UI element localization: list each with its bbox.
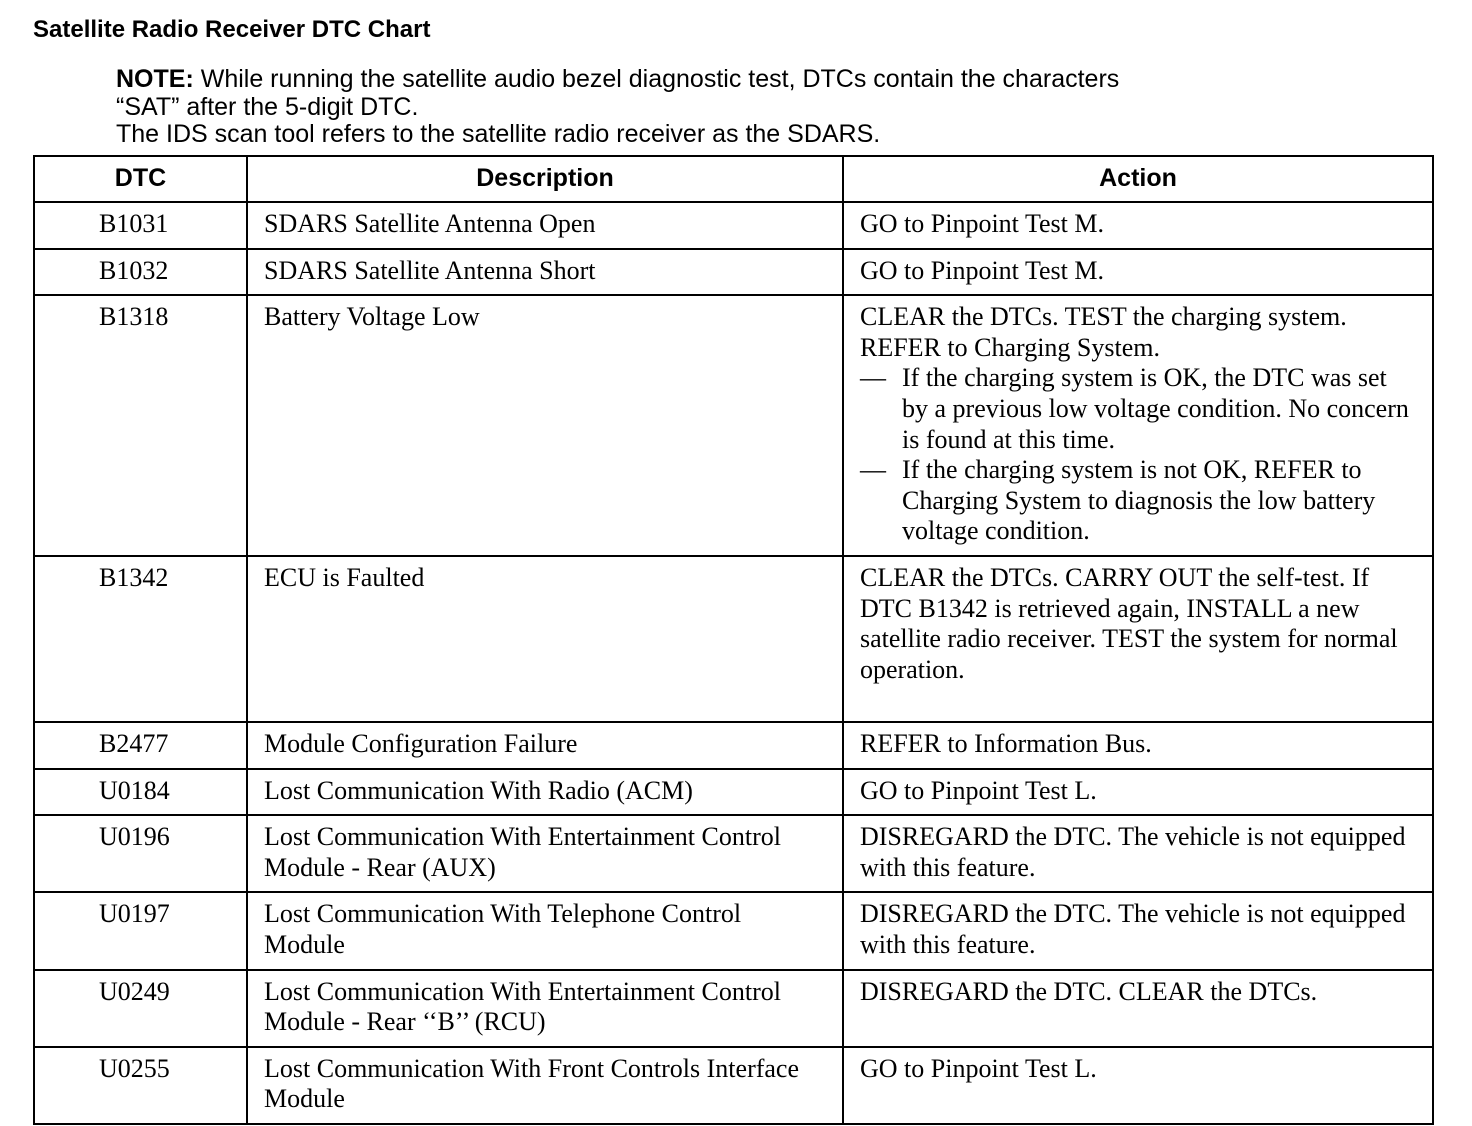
- action-bullet-text: If the charging system is OK, the DTC was set by a previous low voltage condition. No concern is found at this time.: [902, 363, 1409, 454]
- dtc-action: GO to Pinpoint Test M.: [843, 249, 1433, 296]
- dtc-table: [33, 155, 1434, 1125]
- dtc-description: Lost Communication With Radio (ACM): [247, 769, 843, 816]
- dtc-code: U0196: [34, 815, 247, 892]
- table-row: [34, 892, 1433, 969]
- dtc-description: Lost Communication With Telephone Control Module: [247, 892, 843, 969]
- dtc-action: GO to Pinpoint Test L.: [843, 769, 1433, 816]
- column-header-action: Action: [843, 156, 1433, 202]
- table-row: [34, 295, 1433, 556]
- table-row: [34, 556, 1433, 722]
- dtc-code: B1318: [34, 295, 247, 556]
- note-line-2: “SAT” after the 5-digit DTC.: [116, 92, 419, 121]
- dtc-action: DISREGARD the DTC. The vehicle is not equipped with this feature.: [843, 892, 1433, 969]
- dtc-code: B1342: [34, 556, 247, 722]
- note-block: [116, 66, 1119, 149]
- action-bullet-text: If the charging system is not OK, REFER to Charging System to diagnosis the low battery voltage condition.: [902, 455, 1376, 546]
- table-row: [34, 202, 1433, 249]
- note-line-3: The IDS scan tool refers to the satellite radio receiver as the SDARS.: [116, 120, 881, 148]
- note-line-1: [116, 66, 1119, 94]
- action-text: CLEAR the DTCs. TEST the charging system. REFER to Charging System.: [860, 302, 1347, 362]
- dtc-code: B1031: [34, 202, 247, 249]
- dtc-description: Lost Communication With Entertainment Control Module - Rear ‘‘B’’ (RCU): [247, 970, 843, 1047]
- dtc-code: U0184: [34, 769, 247, 816]
- dtc-description: ECU is Faulted: [247, 556, 843, 722]
- dtc-action: [843, 295, 1433, 556]
- dtc-description: Battery Voltage Low: [247, 295, 843, 556]
- action-bullet: [860, 363, 1418, 455]
- dtc-code: U0249: [34, 970, 247, 1047]
- dtc-description: SDARS Satellite Antenna Open: [247, 202, 843, 249]
- column-header-dtc: DTC: [34, 156, 247, 202]
- dtc-code: B1032: [34, 249, 247, 296]
- dash-icon: —: [860, 455, 886, 485]
- dtc-description: SDARS Satellite Antenna Short: [247, 249, 843, 296]
- page-title: Satellite Radio Receiver DTC Chart: [33, 16, 431, 43]
- table-row: [34, 815, 1433, 892]
- dtc-action: DISREGARD the DTC. The vehicle is not equipped with this feature.: [843, 815, 1433, 892]
- dtc-action: DISREGARD the DTC. CLEAR the DTCs.: [843, 970, 1433, 1047]
- dtc-code: U0197: [34, 892, 247, 969]
- table-row: [34, 769, 1433, 816]
- dtc-description: Lost Communication With Entertainment Control Module - Rear (AUX): [247, 815, 843, 892]
- table-row: [34, 249, 1433, 296]
- column-header-description: Description: [247, 156, 843, 202]
- dtc-action: GO to Pinpoint Test L.: [843, 1047, 1433, 1124]
- note-label: NOTE:: [116, 65, 194, 93]
- dtc-action: CLEAR the DTCs. CARRY OUT the self-test. If DTC B1342 is retrieved again, INSTALL a new satellite radio receiver. TEST the system for normal operation.: [843, 556, 1433, 722]
- table-header-row: [34, 156, 1433, 202]
- dtc-action: REFER to Information Bus.: [843, 722, 1433, 769]
- note-text-1: While running the satellite audio bezel diagnostic test, DTCs contain the characters: [193, 65, 1120, 93]
- table-row: [34, 970, 1433, 1047]
- dtc-action: GO to Pinpoint Test M.: [843, 202, 1433, 249]
- dtc-description: Module Configuration Failure: [247, 722, 843, 769]
- action-bullet: [860, 455, 1418, 547]
- dtc-code: U0255: [34, 1047, 247, 1124]
- dtc-description: Lost Communication With Front Controls Interface Module: [247, 1047, 843, 1124]
- table-row: [34, 1047, 1433, 1124]
- dtc-code: B2477: [34, 722, 247, 769]
- table-row: [34, 722, 1433, 769]
- dash-icon: —: [860, 363, 886, 393]
